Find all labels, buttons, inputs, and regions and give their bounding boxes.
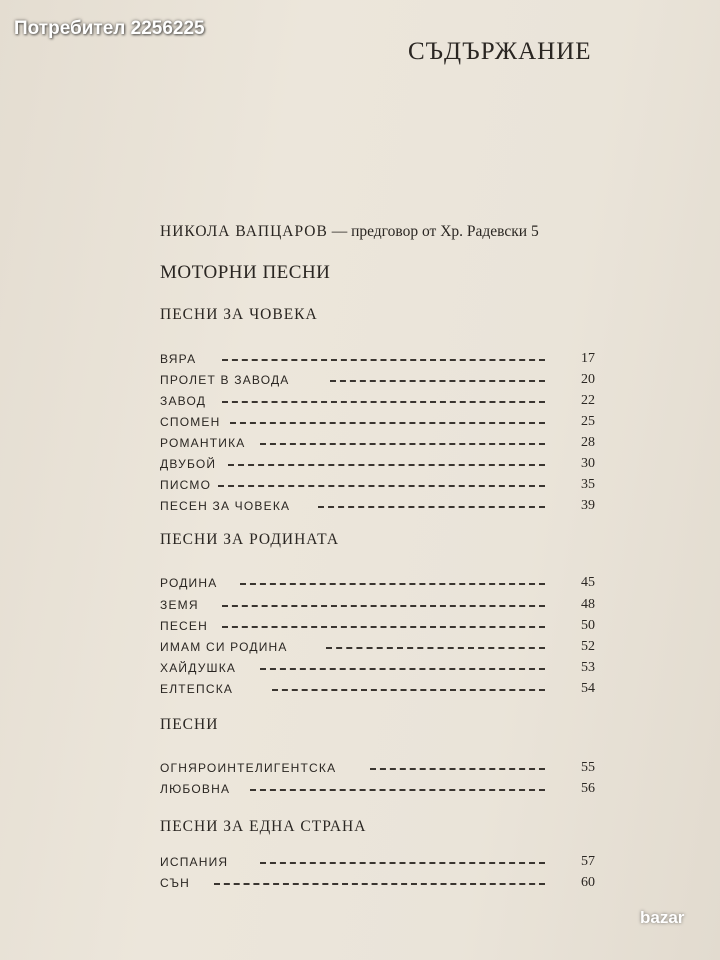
dot-leader: [214, 883, 545, 885]
entry-page: 20: [581, 372, 595, 387]
entry-label: РОМАНТИКА: [160, 436, 246, 450]
dot-leader: [272, 689, 545, 691]
entry-label: ХАЙДУШКА: [160, 661, 237, 675]
entry-label: ПЕСЕН ЗА ЧОВЕКА: [160, 499, 291, 513]
entry-page: 55: [581, 760, 595, 775]
entry-label: ИСПАНИЯ: [160, 855, 229, 869]
toc-entry: [160, 780, 595, 800]
entry-page: 17: [581, 351, 595, 366]
dot-leader: [222, 605, 545, 607]
entry-label: ЗЕМЯ: [160, 598, 199, 612]
bazar-logo: bazar: [640, 908, 685, 927]
entry-page: 30: [581, 456, 595, 471]
entry-label: ЕЛТЕПСКА: [160, 682, 234, 696]
dot-leader: [222, 626, 545, 628]
dot-leader: [260, 862, 545, 864]
entry-page: 35: [581, 477, 595, 492]
entry-page: 39: [581, 498, 595, 513]
dot-leader: [370, 768, 545, 770]
user-watermark: Потребител 2256225: [14, 18, 205, 39]
entry-label: ПРОЛЕТ В ЗАВОДА: [160, 373, 290, 387]
dot-leader: [260, 443, 545, 445]
toc-entry: [160, 853, 595, 873]
toc-entry: [160, 638, 595, 658]
toc-entry: [160, 455, 595, 475]
toc-entry: [160, 617, 595, 637]
toc-entry: [160, 659, 595, 679]
toc-entry: [160, 413, 595, 433]
section-title: ПЕСНИ ЗА ЕДНА СТРАНА: [160, 818, 367, 835]
entry-page: 22: [581, 393, 595, 408]
dot-leader: [250, 789, 545, 791]
page-title: СЪДЪРЖАНИЕ: [408, 38, 592, 65]
intro-page: 5: [530, 223, 539, 240]
dot-leader: [240, 583, 545, 585]
part-title: МОТОРНИ ПЕСНИ: [160, 262, 331, 283]
entry-label: ПЕСЕН: [160, 619, 208, 633]
toc-entry: [160, 680, 595, 700]
dot-leader: [222, 401, 545, 403]
entry-label: РОДИНА: [160, 576, 218, 590]
section-title: ПЕСНИ: [160, 716, 219, 733]
section-title: ПЕСНИ ЗА РОДИНАТА: [160, 531, 340, 548]
intro-text: — предговор от Хр. Радевски: [331, 223, 528, 240]
entry-page: 28: [581, 435, 595, 450]
toc-entry: [160, 434, 595, 454]
entry-page: 53: [581, 660, 595, 675]
toc-entry: [160, 497, 595, 517]
entry-label: СЪН: [160, 876, 191, 890]
dot-leader: [228, 464, 545, 466]
entry-page: 56: [581, 781, 595, 796]
dot-leader: [218, 485, 545, 487]
entry-page: 50: [581, 618, 595, 633]
entry-label: СПОМЕН: [160, 415, 221, 429]
toc-entry: [160, 476, 595, 496]
entry-page: 60: [581, 875, 595, 890]
dot-leader: [326, 647, 545, 649]
toc-entry: [160, 574, 595, 594]
entry-label: ЛЮБОВНА: [160, 782, 231, 796]
entry-page: 45: [581, 575, 595, 590]
toc-entry: [160, 874, 595, 894]
entry-page: 57: [581, 854, 595, 869]
dot-leader: [318, 506, 545, 508]
entry-page: 54: [581, 681, 595, 696]
entry-label: ЗАВОД: [160, 394, 207, 408]
toc-entry: [160, 759, 595, 779]
toc-entry: [160, 596, 595, 616]
dot-leader: [330, 380, 545, 382]
intro-author: НИКОЛА ВАПЦАРОВ: [160, 223, 328, 240]
dot-leader: [260, 668, 545, 670]
toc-entry: [160, 350, 595, 370]
entry-page: 48: [581, 597, 595, 612]
toc-entry: [160, 392, 595, 412]
entry-label: ДВУБОЙ: [160, 457, 217, 471]
entry-page: 25: [581, 414, 595, 429]
dot-leader: [230, 422, 545, 424]
entry-page: 52: [581, 639, 595, 654]
entry-label: ОГНЯРОИНТЕЛИГЕНТСКА: [160, 761, 337, 775]
entry-label: ВЯРА: [160, 352, 197, 366]
entry-label: ПИСМО: [160, 478, 212, 492]
section-title: ПЕСНИ ЗА ЧОВЕКА: [160, 306, 318, 323]
toc-entry: [160, 371, 595, 391]
intro-entry: [160, 223, 539, 241]
entry-label: ИМАМ СИ РОДИНА: [160, 640, 288, 654]
dot-leader: [222, 359, 545, 361]
